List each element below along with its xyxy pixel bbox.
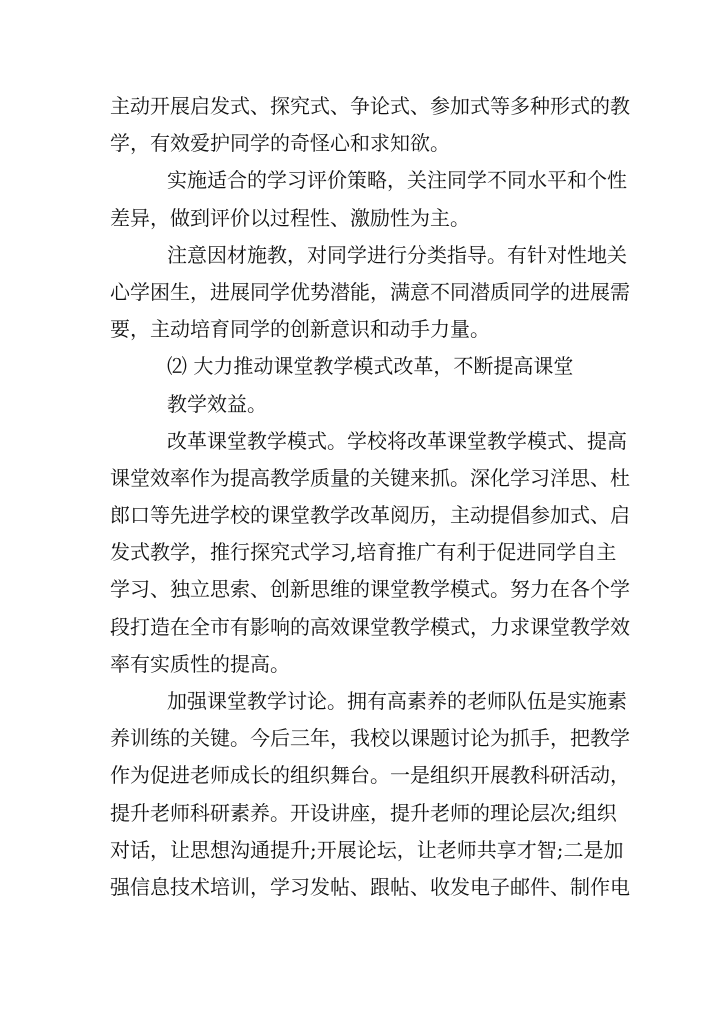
text-line: 提升老师科研素养。开设讲座，提升老师的理论层次;组织 [110,800,617,825]
text-line: 郎口等先进学校的课堂教学改革阅历，主动提倡参加式、启 [110,503,630,528]
text-line: 养训练的关键。今后三年，我校以课题讨论为抓手，把教学 [110,726,630,751]
text-line: 主动开展启发式、探究式、争论式、参加式等多种形式的教 [110,94,630,118]
text-line: 实施适合的学习评价策略，关注同学不同水平和个性 [167,168,627,193]
text-line: 教学效益。 [167,391,267,416]
text-line: 段打造在全市有影响的高效课堂教学模式，力求课堂教学效 [110,614,630,639]
text-line: 对话，让思想沟通提升;开展论坛，让老师共享才智;二是加 [110,837,624,862]
text-line: 改革课堂教学模式。学校将改革课堂教学模式、提高 [167,428,627,453]
text-line: 学，有效爱护同学的奇怪心和求知欲。 [110,131,450,156]
text-line: 差异，做到评价以过程性、激励性为主。 [110,205,470,230]
text-line: 学习、独立思索、创新思维的课堂教学模式。努力在各个学 [110,577,630,602]
text-line: 加强课堂教学讨论。拥有高素养的老师队伍是实施素 [167,689,627,713]
text-line: 作为促进老师成长的组织舞台。一是组织开展教科研活动， [110,763,630,788]
text-line: 心学困生，进展同学优势潜能，满意不同潜质同学的进展需 [110,279,630,304]
text-line: 注意因材施教，对同学进行分类指导。有针对性地关 [167,242,627,267]
text-line: ⑵ 大力推动课堂教学模式改革，不断提高课堂 [167,354,574,379]
text-line: 率有实质性的提高。 [110,651,290,676]
text-line: 发式教学，推行探究式学习,培育推广有利于促进同学自主 [110,540,617,565]
text-line: 课堂效率作为提高教学质量的关键来抓。深化学习洋思、杜 [110,465,630,490]
text-line: 要，主动培育同学的创新意识和动手力量。 [110,317,490,342]
text-line: 强信息技术培训，学习发帖、跟帖、收发电子邮件、制作电 [110,874,630,899]
body-text [110,88,630,906]
